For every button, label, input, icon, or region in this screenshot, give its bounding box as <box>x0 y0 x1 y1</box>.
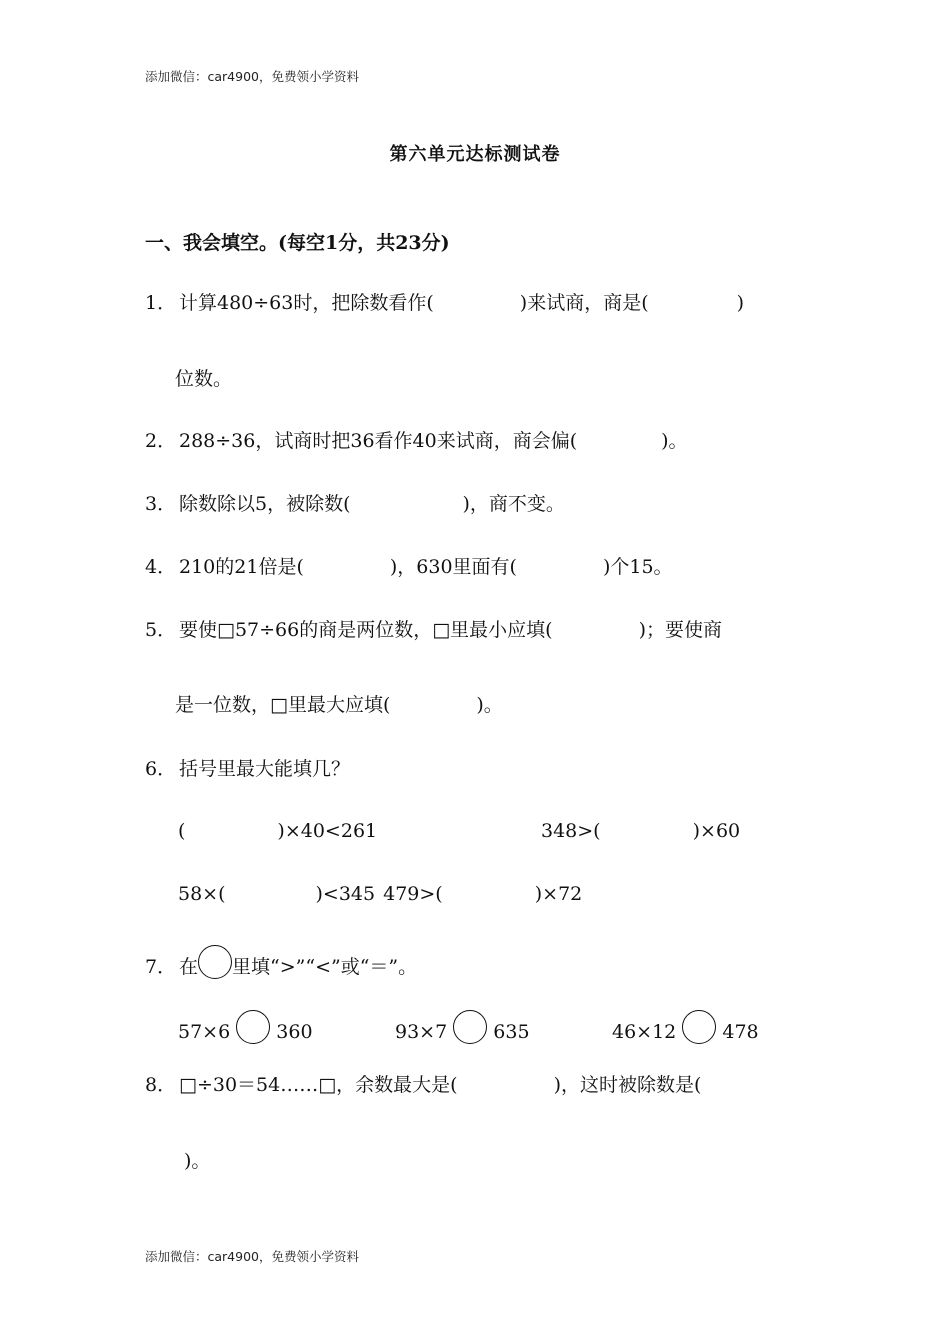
compare-circle-icon[interactable] <box>682 1010 716 1044</box>
page-footer: 添加微信：car4900，免费领小学资料 <box>145 1249 359 1264</box>
q7-expr-2: 93×7 635 <box>395 1010 530 1045</box>
question-1-cont: 位数。 <box>175 368 233 390</box>
page-title: 第六单元达标测试卷 <box>389 144 561 165</box>
question-3: 3． 除数除以5，被除数( )，商不变。 <box>145 493 565 515</box>
question-2: 2． 288÷36，试商时把36看作40来试商，商会偏( )。 <box>145 430 688 452</box>
question-8: 8． □÷30＝54……□，余数最大是( )，这时被除数是( <box>145 1074 702 1096</box>
question-5-cont: 是一位数，□里最大应填( )。 <box>175 694 503 716</box>
question-5: 5． 要使□57÷66的商是两位数，□里最小应填( )；要使商 <box>145 619 723 641</box>
question-1: 1． 计算480÷63时，把除数看作( )来试商，商是( ) <box>145 292 745 314</box>
question-8-cont: )。 <box>184 1150 211 1172</box>
q6-item-3: 58×( )<345 479>( )×72 <box>178 883 583 905</box>
question-number: 1． <box>145 292 177 314</box>
question-4: 4． 210的21倍是( )，630里面有( )个15。 <box>145 556 673 578</box>
question-6: 6． 括号里最大能填几？ <box>145 758 351 780</box>
compare-circle-icon[interactable] <box>236 1010 270 1044</box>
compare-circle-icon[interactable] <box>453 1010 487 1044</box>
q7-expr-3: 46×12 478 <box>612 1010 759 1045</box>
q6-item-2: 348>( )×60 <box>541 820 741 842</box>
question-7: 7． 在 里填“>”“<”或“＝”。 <box>145 945 417 980</box>
q7-expr-1: 57×6 360 <box>178 1010 313 1045</box>
q6-item-1: ( )×40<261 <box>178 820 378 842</box>
section-heading: 一、我会填空。(每空1分，共23分) <box>145 232 450 254</box>
compare-circle-icon <box>198 945 232 979</box>
page-header: 添加微信：car4900，免费领小学资料 <box>145 69 359 84</box>
